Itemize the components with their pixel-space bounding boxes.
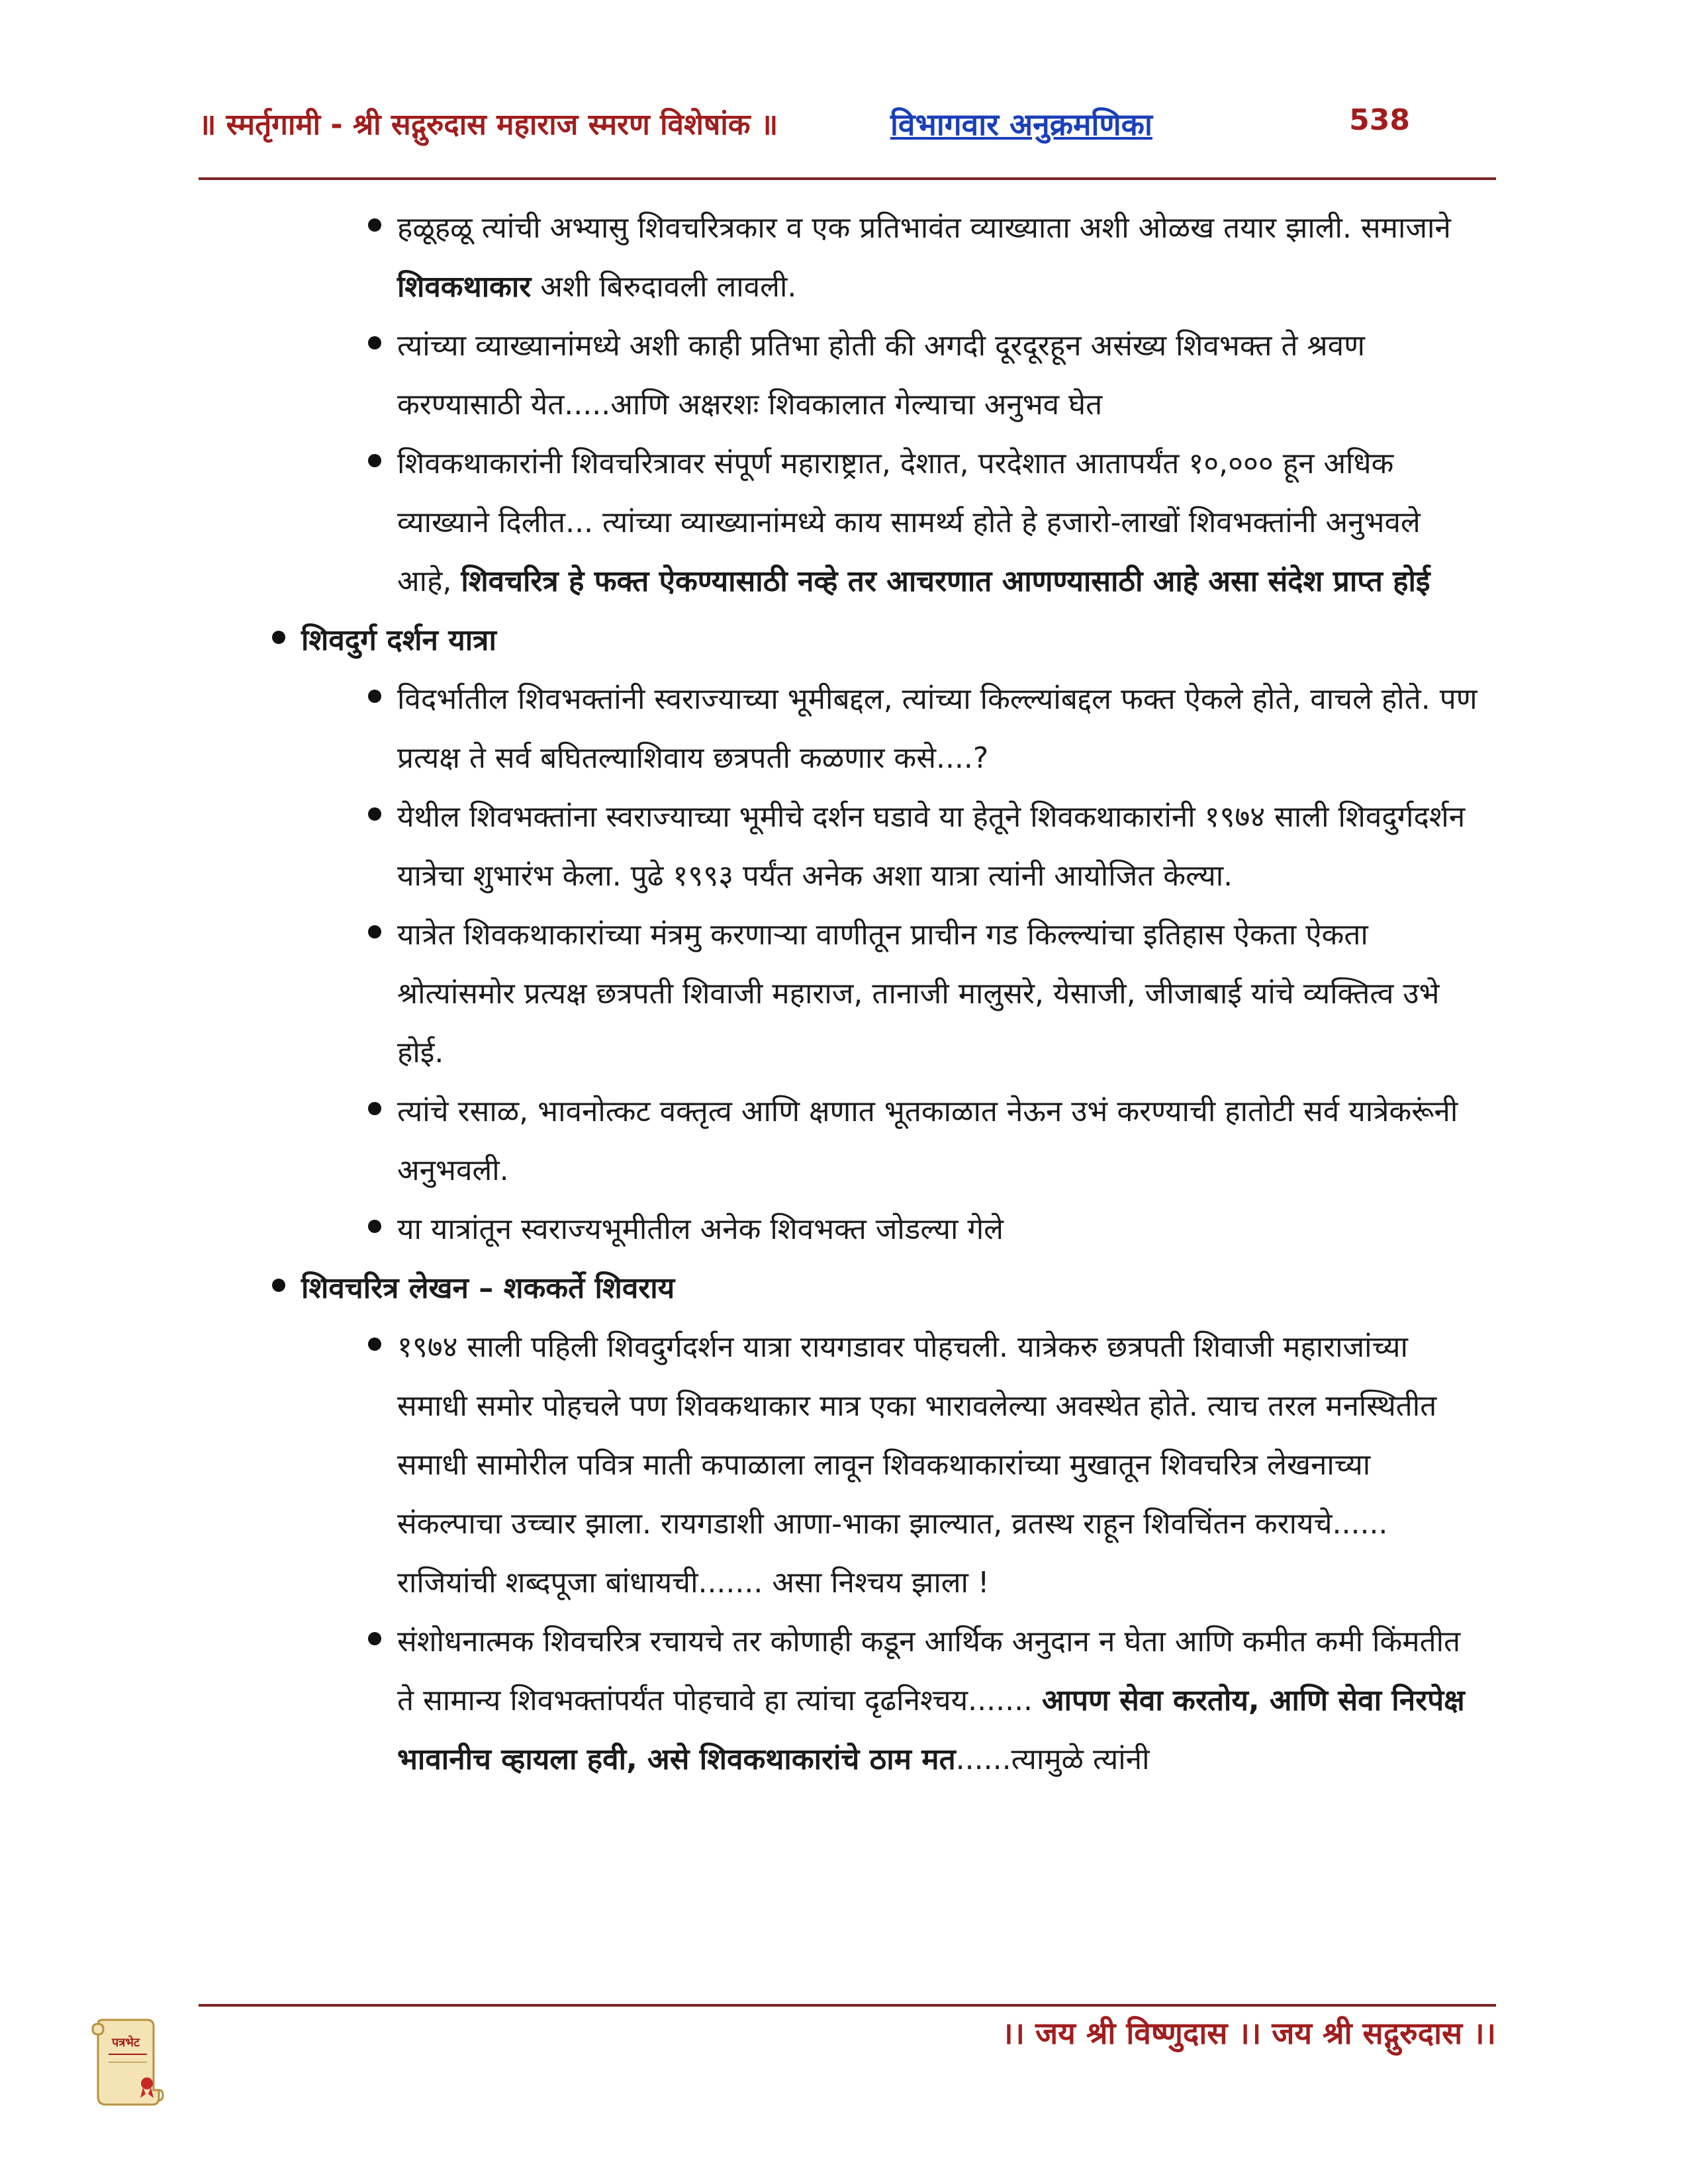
list-item: संशोधनात्मक शिवचरित्र रचायचे तर कोणाही कडून आर्थिक अनुदान न घेता आणि कमीत कमी किंमतीत ते सामान्य शिवभक्तांपर्यंत पोहचावे हा त्यांचा दृढनिश्चय....... आपण सेवा करतोय, आणि सेवा निरपेक्ष भावानीच व्हायला हवी, असे शिवकथाकारांचे ठाम मत......त्यामुळे त्यांनी xyxy=(397,1612,1483,1789)
page-header xyxy=(199,99,1489,152)
list-item: १९७४ साली पहिली शिवदुर्गदर्शन यात्रा रायगडावर पोहचली. यात्रेकरु छत्रपती शिवाजी महाराजांच्या समाधी समोर पोहचले पण शिवकथाकार मात्र एका भारावलेल्या अवस्थेत होते. त्याच तरल मनस्थितीत समाधी सामोरील पवित्र माती कपाळाला लावून शिवकथाकारांच्या मुखातून शिवचरित्र लेखनाच्या संकल्पाचा उच्चार झाला. रायगडाशी आणा-भाका झाल्यात, व्रतस्थ राहून शिवचिंतन करायचे...... राजियांची शब्दपूजा बांधायची....... असा निश्चय झाला ! xyxy=(397,1318,1483,1612)
section-heading: शिवदुर्ग दर्शन यात्रा xyxy=(301,611,1479,670)
list-item: त्यांच्या व्याख्यानांमध्ये अशी काही प्रतिभा होती की अगदी दूरदूरहून असंख्य शिवभक्त ते श्रवण करण्यासाठी येत.....आणि अक्षरशः शिवकालात गेल्याचा अनुभव घेत xyxy=(397,316,1483,434)
section-index-link[interactable]: विभागवार अनुक्रमणिका xyxy=(890,107,1152,142)
section-heading: शिवचरित्र लेखन – शककर्ते शिवराय xyxy=(301,1259,1479,1318)
list-item: त्यांचे रसाळ, भावनोत्कट वक्तृत्व आणि क्षणात भूतकाळात नेऊन उभं करण्याची हातोटी सर्व यात्रेकरूंनी अनुभवली. xyxy=(397,1082,1483,1200)
page-number: 538 xyxy=(1349,103,1410,137)
list-item: शिवकथाकारांनी शिवचरित्रावर संपूर्ण महाराष्ट्रात, देशात, परदेशात आतापर्यंत १०,००० हून अधिक व्याख्याने दिलीत... त्यांच्या व्याख्यानांमध्ये काय सामर्थ्य होते हे हजारो-लाखों शिवभक्तांनी अनुभवले आहे, शिवचरित्र हे फक्त ऐकण्यासाठी नव्हे तर आचरणात आणण्यासाठी आहे असा संदेश प्राप्त होई xyxy=(397,434,1483,611)
footer-divider xyxy=(199,2004,1496,2007)
footer-motto: ।। जय श्री विष्णुदास ।। जय श्री सद्गुरुदास ।। xyxy=(1002,2015,1496,2051)
svg-text:पत्रभेट: पत्रभेट xyxy=(112,2036,140,2050)
header-divider xyxy=(199,177,1496,180)
list-item: विदर्भातील शिवभक्तांनी स्वराज्याच्या भूमीबद्दल, त्यांच्या किल्ल्यांबद्दल फक्त ऐकले होते, वाचले होते. पण प्रत्यक्ष ते सर्व बघितल्याशिवाय छत्रपती कळणार कसे....? xyxy=(397,670,1483,788)
list-item: या यात्रांतून स्वराज्यभूमीतील अनेक शिवभक्त जोडल्या गेले xyxy=(397,1200,1483,1259)
list-item: येथील शिवभक्तांना स्वराज्याच्या भूमीचे दर्शन घडावे या हेतूने शिवकथाकारांनी १९७४ साली शिवदुर्गदर्शन यात्रेचा शुभारंभ केला. पुढे १९९३ पर्यंत अनेक अशा यात्रा त्यांनी आयोजित केल्या. xyxy=(397,788,1483,905)
article-body xyxy=(238,199,1483,1789)
list-item: यात्रेत शिवकथाकारांच्या मंत्रमु करणाऱ्या वाणीतून प्राचीन गड किल्ल्यांचा इतिहास ऐकता ऐकता श्रोत्यांसमोर प्रत्यक्ष छत्रपती शिवाजी महाराज, तानाजी मालुसरे, येसाजी, जीजाबाई यांचे व्यक्तित्व उभे होई. xyxy=(397,905,1483,1082)
list-item: हळूहळू त्यांची अभ्यासु शिवचरित्रकार व एक प्रतिभावंत व्याख्याता अशी ओळख तयार झाली. समाजाने शिवकथाकार अशी बिरुदावली लावली. xyxy=(397,199,1483,316)
magazine-title: ॥ स्मर्तृगामी - श्री सद्गुरुदास महाराज स्मरण विशेषांक ॥ xyxy=(199,108,778,142)
scroll-logo-icon xyxy=(86,2012,165,2111)
